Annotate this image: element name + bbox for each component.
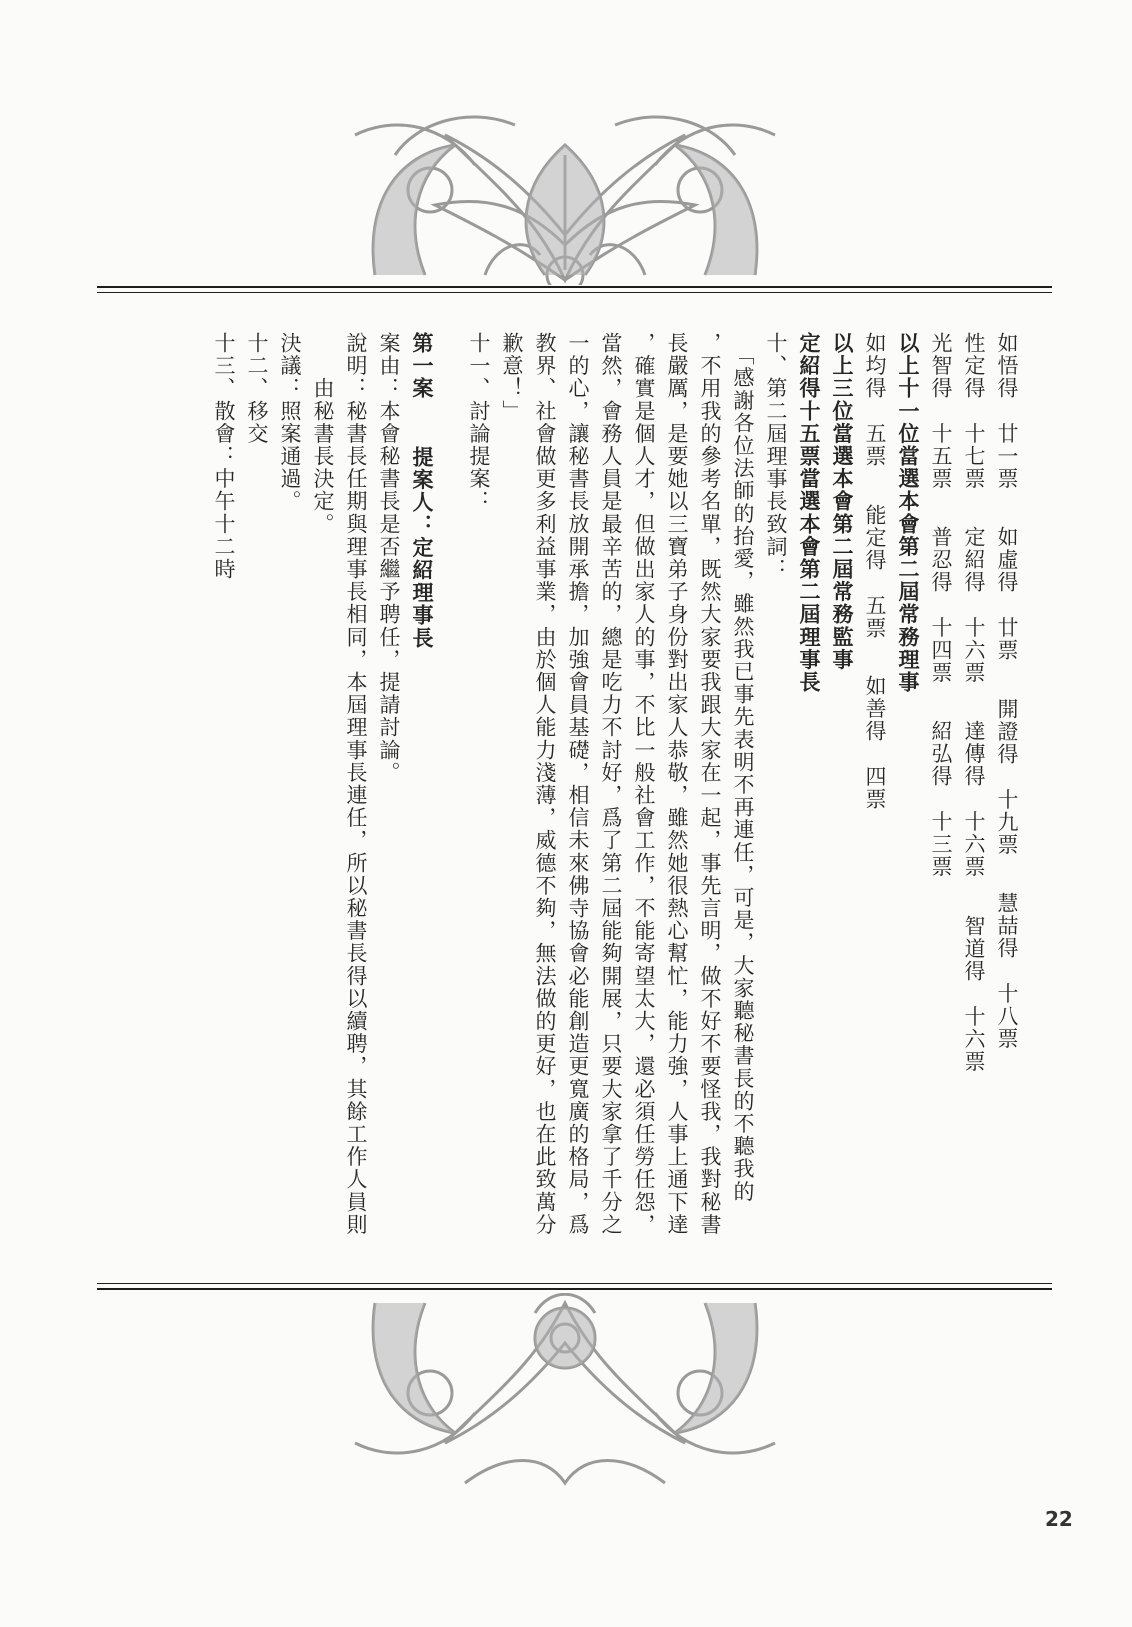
- text-segment: 由秘書長決定。: [311, 332, 335, 536]
- text-column: [273, 332, 307, 513]
- text-segment: 如虛得 廿票: [995, 526, 1019, 662]
- text-column: [792, 332, 826, 694]
- text-segment: 十二、移交: [245, 332, 269, 445]
- text-segment: 以上十一位當選本會第二屆常務理事: [896, 332, 921, 694]
- text-segment: 以上三位當選本會第二屆常務監事: [830, 332, 855, 671]
- text-segment: ，確實是個人才，但做出家人的事，不比一般社會工作，不能寄望太大，還必須任勞任怨，: [632, 332, 656, 1236]
- text-segment: 十、第二屆理事長致詞：: [764, 332, 788, 581]
- text-column: [627, 332, 661, 1236]
- text-segment: 如善得 四票: [863, 675, 887, 811]
- text-column: [693, 332, 727, 1236]
- text-column: [207, 332, 241, 581]
- text-segment: 能定得 五票: [863, 503, 887, 640]
- text-column: [726, 332, 760, 1203]
- text-column: [372, 332, 406, 784]
- text-segment: 十三、散會：中午十二時: [212, 332, 236, 581]
- text-segment: 教界、社會做更多利益事業，由於個人能力淺薄，威德不夠，無法做的更好，也在此致萬分: [533, 332, 557, 1236]
- text-column: [240, 332, 274, 445]
- text-column: [561, 332, 595, 1236]
- text-segment: 決議：照案通過。: [278, 332, 302, 513]
- text-segment: 如悟得 廿一票: [995, 332, 1019, 491]
- bottom-rule-thick: [97, 1288, 1052, 1290]
- text-column: [924, 332, 958, 879]
- text-segment: 慧喆得 十八票: [995, 892, 1019, 1051]
- bottom-lotus-ornament: [335, 1293, 795, 1493]
- page-number: 22: [1045, 1507, 1073, 1531]
- text-segment: 開證得 十九票: [995, 697, 1019, 857]
- text-column: [825, 332, 859, 671]
- text-segment: 普忍得 十四票: [929, 526, 953, 685]
- text-segment: 如均得 五票: [863, 332, 887, 468]
- text-segment: 達傳得 十六票: [962, 720, 986, 879]
- text-segment: 光智得 十五票: [929, 332, 953, 491]
- text-segment: ，不用我的參考名單，既然大家要我跟大家在一起，事先言明，做不好不要怪我，我對秘書: [698, 332, 722, 1236]
- top-rule-thick: [97, 286, 1052, 288]
- text-column: [990, 332, 1024, 1050]
- top-lotus-ornament: [335, 95, 795, 285]
- text-column: [759, 332, 793, 581]
- top-rule-thin: [97, 292, 1052, 293]
- text-segment: 歉意！」: [500, 332, 524, 423]
- text-column: [495, 332, 529, 422]
- text-column: [858, 332, 892, 811]
- text-column: [462, 332, 496, 513]
- text-segment: 長嚴厲，是要她以三寶弟子身份對出家人恭敬，雖然她很熱心幫忙，能力強，人事上通下達: [665, 332, 689, 1236]
- text-segment: 定紹得 十六票: [962, 526, 986, 685]
- text-column: [306, 332, 340, 535]
- text-column: [405, 332, 439, 649]
- vertical-text-body: [85, 332, 1055, 1262]
- bottom-rule-thin: [97, 1283, 1052, 1284]
- text-segment: 提案人：定紹理事長: [410, 445, 435, 650]
- text-column: [891, 332, 925, 694]
- text-segment: 當然，會務人員是最辛苦的，總是吃力不討好，爲了第二屆能夠開展，只要大家拿了千分之: [599, 332, 623, 1236]
- text-column: [339, 332, 373, 1236]
- text-segment: 說明：秘書長任期與理事長相同，本屆理事長連任，所以秘書長得以續聘，其餘工作人員則: [344, 332, 368, 1236]
- text-segment: 「感謝各位法師的抬愛，雖然我已事先表明不再連任，可是，大家聽秘書長的不聽我的: [731, 332, 755, 1203]
- text-column: [594, 332, 628, 1236]
- text-column: [957, 332, 991, 1073]
- text-segment: 第一案: [410, 332, 435, 400]
- text-segment: 一的心，讓秘書長放開承擔，加強會員基礎，相信未來佛寺協會必能創造更寬廣的格局，爲: [566, 332, 590, 1236]
- text-segment: 紹弘得 十三票: [929, 720, 953, 879]
- text-segment: 十一、討論提案：: [467, 332, 491, 513]
- text-segment: 案由：本會秘書長是否繼予聘任，提請討論。: [377, 332, 401, 784]
- text-segment: 定紹得十五票當選本會第二屆理事長: [797, 332, 822, 694]
- text-segment: 性定得 十七票: [962, 332, 986, 491]
- text-segment: 智道得 十六票: [962, 914, 986, 1073]
- text-column: [660, 332, 694, 1236]
- text-column: [528, 332, 562, 1236]
